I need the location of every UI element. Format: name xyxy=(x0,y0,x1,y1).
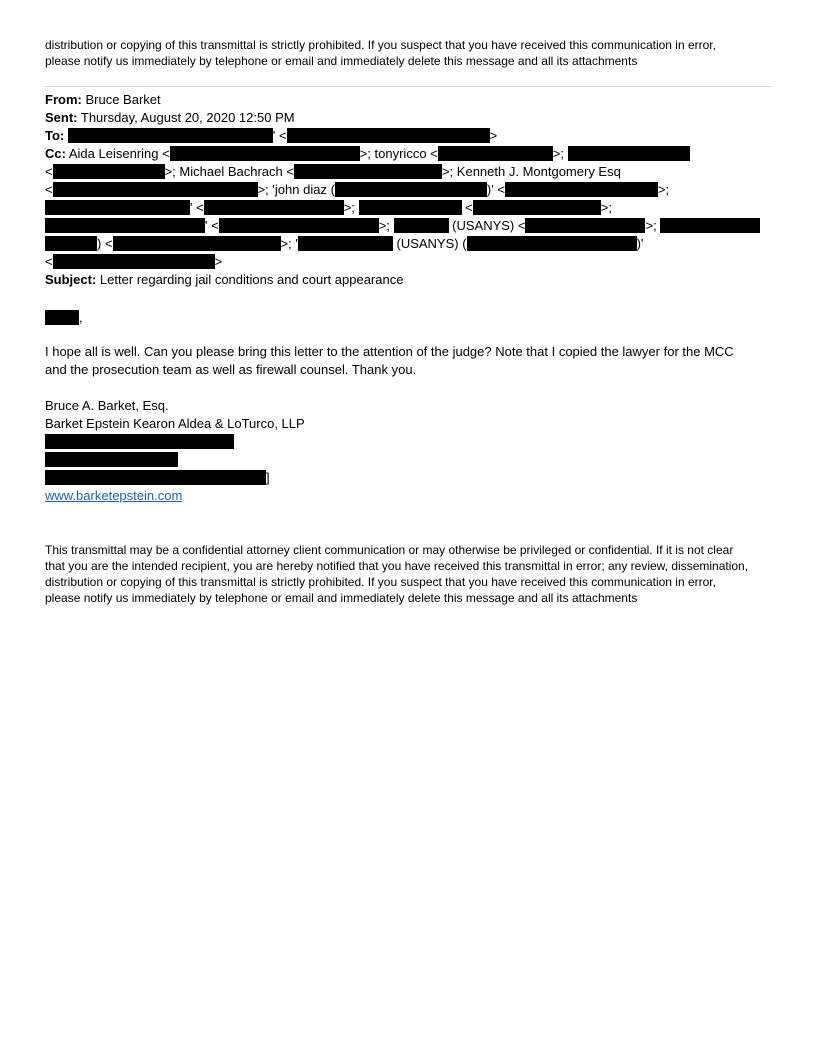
cc-name: 'john diaz xyxy=(272,182,327,197)
redaction xyxy=(45,218,205,233)
cc-label: Cc: xyxy=(45,146,66,161)
redaction xyxy=(467,236,637,251)
subject-label: Subject: xyxy=(45,272,97,287)
cc-row: < > xyxy=(45,254,223,269)
signature-redacted-line: ] xyxy=(45,469,270,487)
redaction xyxy=(525,218,645,233)
redaction xyxy=(45,200,190,215)
subject-row xyxy=(45,271,403,289)
redaction xyxy=(660,218,760,233)
redaction xyxy=(68,128,273,143)
redaction xyxy=(45,236,97,251)
message-separator xyxy=(45,86,771,87)
redaction xyxy=(568,146,690,161)
redaction xyxy=(204,200,344,215)
signature-name: Bruce A. Barket, Esq. xyxy=(45,398,169,413)
from-row xyxy=(45,91,161,109)
cc-row: < >; Michael Bachrach < >; Kenneth J. Montgomery Esq xyxy=(45,164,621,179)
website-link[interactable]: www.barketepstein.com xyxy=(45,488,183,503)
cc-name: Michael Bachrach xyxy=(179,164,283,179)
redaction xyxy=(45,470,266,485)
redaction xyxy=(53,182,258,197)
cc-name: tonyricco xyxy=(374,146,427,161)
cc-row: ' < >; (USANYS) < >; xyxy=(45,217,760,235)
bottom-disclaimer-line: This transmittal may be a confidential attorney client communication or may otherwise be privileged or confidential. If it is not clear xyxy=(45,543,734,557)
redaction xyxy=(170,146,360,161)
from-value: Bruce Barket xyxy=(85,92,161,107)
top-disclaimer-line: distribution or copying of this transmittal is strictly prohibited. If you suspect that you have received this communication in error, xyxy=(45,38,716,52)
redaction xyxy=(53,164,165,179)
cc-agency: (USANYS) xyxy=(396,236,459,251)
cc-name: Aida Leisenring xyxy=(68,146,159,161)
to-label: To: xyxy=(45,128,65,143)
redaction xyxy=(335,182,487,197)
greeting xyxy=(45,309,83,327)
body-paragraph-line: I hope all is well. Can you please bring this letter to the attention of the judge? Note that I copied the lawyer for the MCC xyxy=(45,344,734,359)
signature-firm: Barket Epstein Kearon Aldea & LoTurco, LLP xyxy=(45,416,305,431)
redaction xyxy=(53,254,215,269)
redaction xyxy=(473,200,601,215)
redaction xyxy=(45,452,178,467)
sent-value: Thursday, August 20, 2020 12:50 PM xyxy=(80,110,295,125)
redaction xyxy=(45,434,234,449)
redaction xyxy=(394,218,449,233)
sent-label: Sent: xyxy=(45,110,78,125)
to-row: To: ' < > xyxy=(45,128,498,143)
from-label: From: xyxy=(45,92,82,107)
cc-name: Kenneth J. Montgomery Esq xyxy=(456,164,621,179)
signature-website-row xyxy=(45,487,182,505)
bottom-disclaimer-line: please notify us immediately by telephone or email and immediately delete this message and all its attachments xyxy=(45,591,638,605)
subject-value: Letter regarding jail conditions and court appearance xyxy=(99,272,404,287)
redaction xyxy=(438,146,553,161)
redaction xyxy=(294,164,442,179)
redaction xyxy=(298,236,393,251)
cc-agency: (USANYS) xyxy=(452,218,515,233)
redaction xyxy=(505,182,658,197)
redaction xyxy=(113,236,281,251)
bottom-disclaimer-line: that you are the intended recipient, you are hereby notified that you have received this transmittal in error; any review, dissemination, xyxy=(45,559,749,573)
cc-row: Cc: Aida Leisenring < >; tonyricco < >; xyxy=(45,145,690,163)
redaction xyxy=(359,200,462,215)
redaction xyxy=(219,218,379,233)
sent-row xyxy=(45,109,295,127)
cc-row: ' < >; < >; xyxy=(45,199,612,217)
redaction xyxy=(45,310,79,325)
body-paragraph-line: and the prosecution team as well as firewall counsel. Thank you. xyxy=(45,362,417,377)
bottom-disclaimer-line: distribution or copying of this transmittal is strictly prohibited. If you suspect that you have received this communication in error, xyxy=(45,575,716,589)
top-disclaimer-line: please notify us immediately by telephone or email and immediately delete this message and all its attachments xyxy=(45,54,638,68)
redaction xyxy=(287,128,490,143)
cc-row: ) < >; ' (USANYS) ( )' xyxy=(45,235,643,253)
cc-row: < >; 'john diaz ( )' < >; xyxy=(45,182,670,197)
greeting-suffix: , xyxy=(79,310,83,325)
